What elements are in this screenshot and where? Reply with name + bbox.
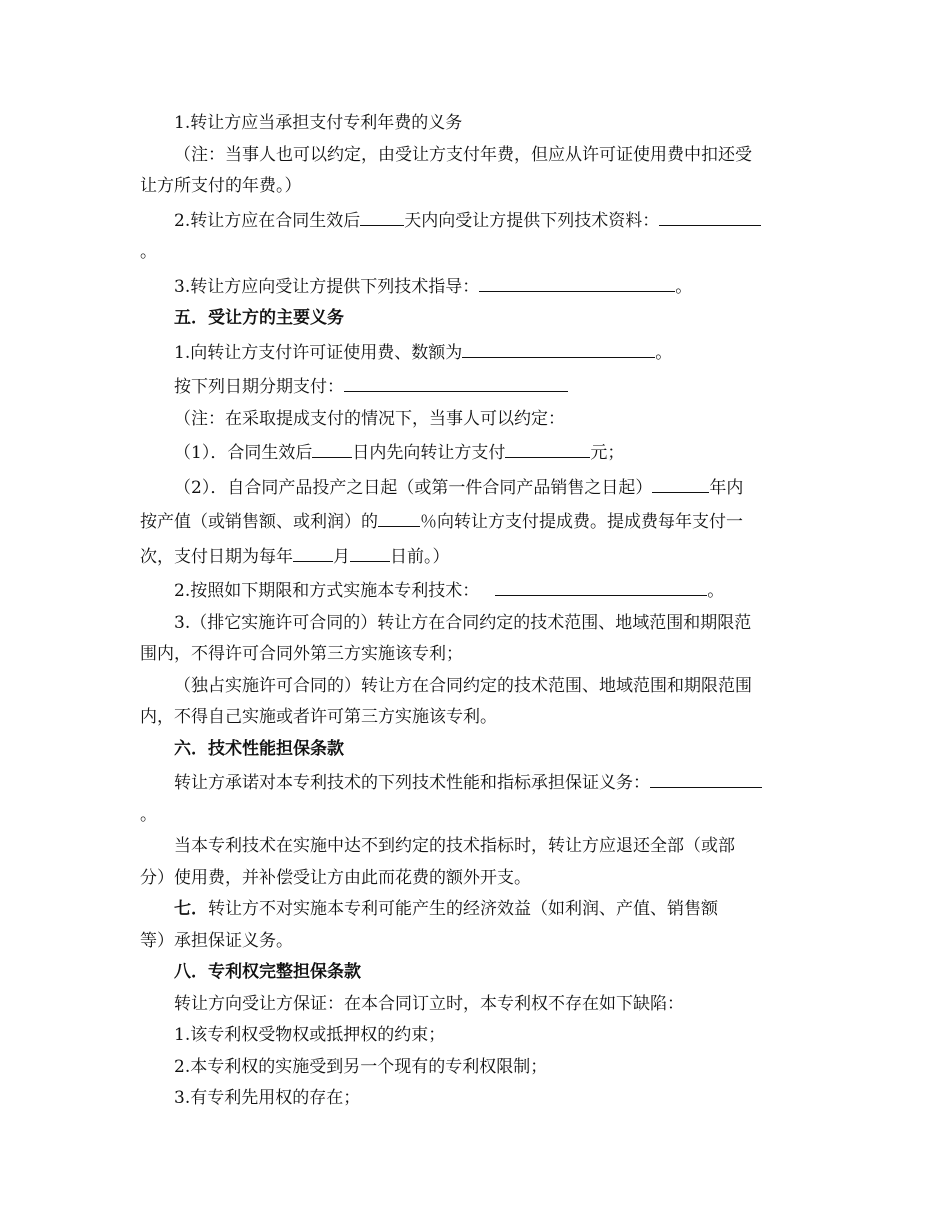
note-annual-fee-line-2: 让方所支付的年费。） xyxy=(140,176,302,196)
note-annual-fee-line-1: （注：当事人也可以约定，由受让方支付年费，但应从许可证使用费中扣还受 xyxy=(174,144,752,165)
royalty-item-2-line-2-text-b: ％向转让方支付提成费。提成费每年支付一 xyxy=(420,512,743,532)
clause-4-2-text-b: 天内向受让方提供下列技术资料： xyxy=(404,210,660,231)
section-7-number: 七． xyxy=(174,899,208,919)
section-7-text: 转让方不对实施本专利可能产生的经济效益（如利润、产值、销售额 xyxy=(208,899,718,919)
clause-5-2-end: 。 xyxy=(707,581,725,601)
royalty-item-2-text-b: 年内 xyxy=(709,477,744,498)
clause-5-2 xyxy=(140,575,812,605)
installment-dates xyxy=(140,371,812,401)
day-blank xyxy=(350,541,390,562)
clause-4-3 xyxy=(140,271,812,301)
month-blank xyxy=(293,541,333,562)
section-7-line-1 xyxy=(140,896,812,923)
clause-4-2-text-a: 2.转让方应在合同生效后 xyxy=(174,210,361,231)
royalty-item-2-line-3 xyxy=(140,541,812,571)
section-8-item-3: 3.有专利先用权的存在； xyxy=(174,1088,361,1108)
royalty-item-2-line-1 xyxy=(140,472,812,502)
clause-6-1-text: 转让方承诺对本专利技术的下列技术性能和指标承担保证义务： xyxy=(174,773,650,793)
royalty-item-2-line-2-text-a: 按产值（或销售额、或利润）的 xyxy=(140,512,378,532)
section-8-item-1: 1.该专利权受物权或抵押权的约束； xyxy=(174,1025,446,1045)
fee-amount-blank xyxy=(462,337,655,358)
clause-4-2-end: 。 xyxy=(140,242,157,262)
royalty-item-2-text-a: （2）．自合同产品投产之日起（或第一件合同产品销售之日起） xyxy=(174,477,653,498)
percent-blank xyxy=(378,506,420,527)
clause-4-2 xyxy=(140,205,812,235)
royalty-item-2-line-3-text-a: 次，支付日期为每年 xyxy=(140,546,293,567)
royalty-item-1 xyxy=(140,437,812,467)
royalty-item-1-text-a: （1）．合同生效后 xyxy=(174,443,313,463)
clause-6-2-line-1: 当本专利技术在实施中达不到约定的技术指标时，转让方应退还全部（或部 xyxy=(174,836,735,856)
days-blank xyxy=(360,205,404,226)
clause-5-2-text: 2.按照如下期限和方式实施本专利技术： xyxy=(174,581,480,601)
section-5-heading: 五．受让方的主要义务 xyxy=(174,308,344,328)
clause-4-3-end: 。 xyxy=(675,276,693,297)
royalty-item-1-text-b: 日内先向转让方支付 xyxy=(352,443,506,463)
section-8-intro: 转让方向受让方保证：在本合同订立时，本专利权不存在如下缺陷： xyxy=(174,993,684,1014)
section-6-heading: 六．技术性能担保条款 xyxy=(174,738,344,759)
clause-4-3-text: 3.转让方应向受让方提供下列技术指导： xyxy=(174,276,480,297)
document-page xyxy=(140,110,812,1117)
note-royalty: （注：在采取提成支付的情况下，当事人可以约定： xyxy=(174,408,565,429)
clause-4-1: 1.转让方应当承担支付专利年费的义务 xyxy=(174,113,463,133)
performance-indicators-blank xyxy=(650,767,762,788)
clause-6-2-line-2: 分）使用费，并补偿受让方由此而花费的额外开支。 xyxy=(140,867,531,888)
exclusive-license-line-2: 内，不得自己实施或者许可第三方实施该专利。 xyxy=(140,707,497,727)
exclusive-license-line-1: （独占实施许可合同的）转让方在合同约定的技术范围、地域范围和期限范围 xyxy=(174,675,752,696)
royalty-item-1-text-c: 元； xyxy=(590,443,625,463)
clause-5-1 xyxy=(140,337,812,367)
clause-6-1-end: 。 xyxy=(140,804,157,825)
clause-5-3-line-2: 围内，不得许可合同外第三方实施该专利； xyxy=(140,644,463,664)
installment-dates-blank xyxy=(344,371,568,392)
section-7-line-2: 等）承担保证义务。 xyxy=(140,930,293,951)
royalty-item-2-line-3-text-c: 日前。） xyxy=(390,546,450,567)
clause-5-1-text: 1.向转让方支付许可证使用费、数额为 xyxy=(174,342,463,363)
royalty-item-2-line-2 xyxy=(140,506,812,536)
days-after-effect-blank xyxy=(312,437,352,458)
clause-5-3-line-1: 3.（排它实施许可合同的）转让方在合同约定的技术范围、地域范围和期限范 xyxy=(174,612,752,633)
initial-payment-blank xyxy=(505,437,590,458)
years-blank xyxy=(652,472,709,493)
installment-dates-text: 按下列日期分期支付： xyxy=(174,377,344,397)
implementation-method-blank xyxy=(495,575,707,596)
tech-guidance-blank xyxy=(479,271,675,292)
royalty-item-2-line-3-text-b: 月 xyxy=(333,546,350,567)
tech-materials-blank xyxy=(659,205,761,226)
section-8-heading: 八．专利权完整担保条款 xyxy=(174,962,361,982)
clause-5-1-end: 。 xyxy=(655,342,673,363)
section-8-item-2: 2.本专利权的实施受到另一个现有的专利权限制； xyxy=(174,1056,548,1077)
clause-6-1 xyxy=(140,767,812,797)
